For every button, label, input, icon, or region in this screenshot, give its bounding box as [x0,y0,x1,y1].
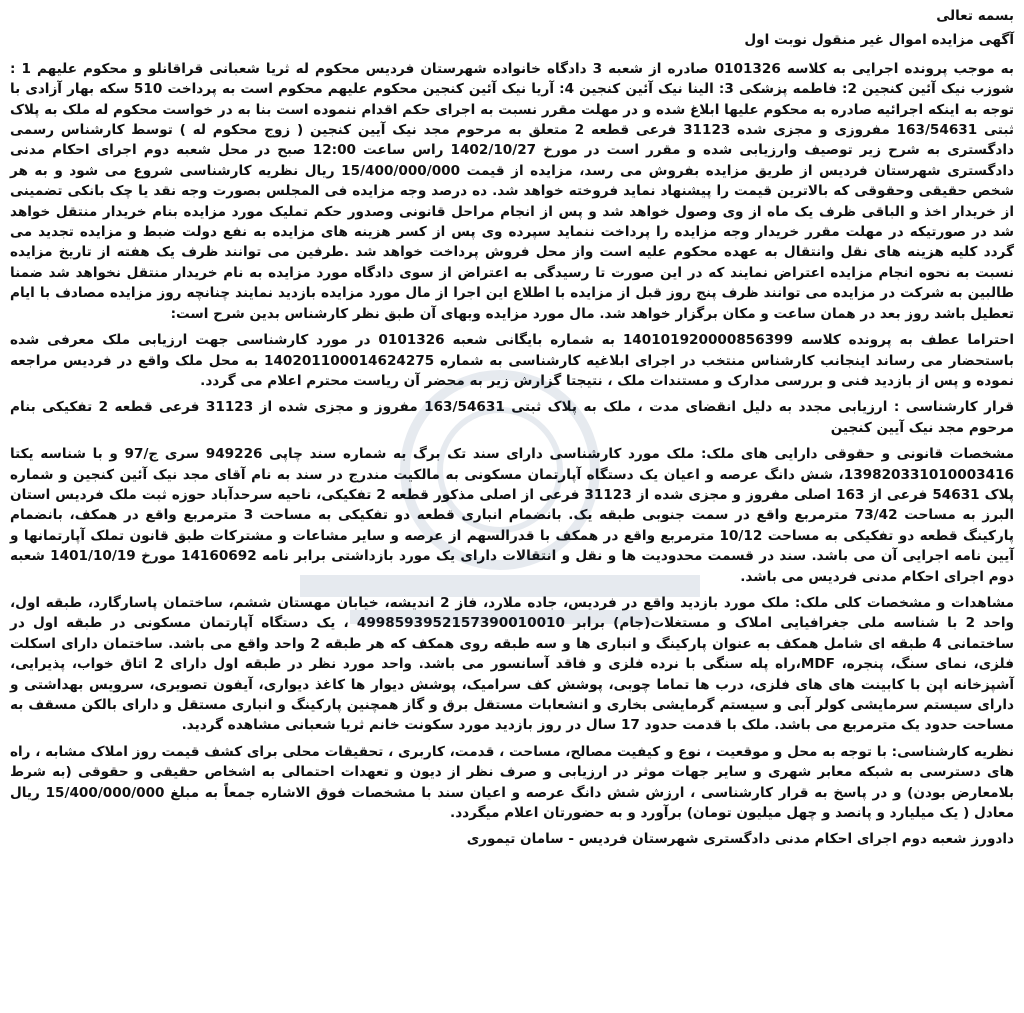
paragraph-observations: مشاهدات و مشخصات کلی ملک: ملک مورد بازدید واقع در فردیس، جاده ملارد، فاز 2 اندیشه، خیابان مهستان ششم، ساختمان پاسارگارد، طبقه اول، واحد 2 با شناسه ملی جغرافیایی املاک و مستغلات(جام) برابر 4998593952157390010010 ، یک دستگاه آپارتمان مسکونی در طبقه اول در ساختمانی 4 طبقه ای شامل همکف به عنوان پارکینگ و انباری ها و سه طبقه روی همکف که هر طبقه 2 واحد واقع می باشد. ساختمان دارای اسکلت فلزی، نمای سنگ، پنجره، MDF،راه پله سنگی با نرده فلزی و فاقد آسانسور می باشد. واحد مورد نظر در طبقه اول دارای 2 اتاق خواب، پذیرایی، آشپزخانه اپن با کابینت های های فلزی، درب ها تماما چوبی، پوشش کف سرامیک، پوشش دیوار ها کاغذ دیواری، آیفون تصویری، سرویس بهداشتی و دارای سیستم سرمایشی کولر آبی و سیستم گرمایشی بخاری و انشعابات مستقل برق و گاز همچنین پارکینگ و انباری مستقل و دارای بالکن مسقف به مساحت حدود یک مترمربع می باشد. ملک با قدمت حدود 17 سال در روز بازدید مورد سکونت خانم ثریا شعبانی مشاهده گردید. [10,594,1014,734]
signature-line: دادورز شعبه دوم اجرای احکام مدنی دادگستری شهرستان فردیس - سامان تیموری [466,831,1014,848]
paragraph-expert-intro: احتراما عطف به پرونده کلاسه 140101920000856399 به شماره بایگانی شعبه 0101326 در مورد کارشناسی جهت ارزیابی ملک معرفی شده باستحضار می رساند اینجانب کارشناس منتخب در اجرای ابلاغیه کارشناسی به شماره 140201100014624275 به محل ملک واقع در فردیس مراجعه نموده و پس از بازدید فنی و بررسی مدارک و مستندات ملک ، نتیجتا گزارش زیر به محضر آن ریاست محترم اعلام می گردد. [10,332,1014,389]
basmala: بسمه تعالی [936,8,1014,24]
paragraph-legal-specs: مشخصات قانونی و حقوقی دارایی های ملک: ملک مورد کارشناسی دارای سند تک برگ به شماره سند چاپی 949226 سری ج/97 و با شناسه یکتا 139820331010003416، شش دانگ عرصه و اعیان یک دستگاه آپارتمان مسکونی به مالکیت مندرج در سند به نام آقای مجد نیک آئین کنجین و شماره پلاک 54631 فرعی از 163 اصلی مفروز و مجزی شده از 31123 فرعی از اصلی مذکور قطعه 2 تفکیکی، ناحیه سرحدآباد حوزه ثبت ملک فردیس استان البرز به مساحت 73/42 مترمربع واقع در سمت جنوبی طبقه یک. بانضمام انباری قطعه دو تفکیکی به مساحت 3 مترمربع واقع در همکف، بانضمام پارکینگ قطعه دو تفکیکی به مساحت 10/12 مترمربع واقع در همکف با قدرالسهم از عرصه و سایر مشاعات و مشترکات طبق قانون تملک آپارتمانها و آیین نامه اجرایی آن می باشد. سند در قسمت محدودیت ها و نقل و انتقالات دارای یک مورد بازداشتی برابر نامه 14160692 مورخ 1401/10/19 شعبه دوم اجرای احکام مدنی فردیس می باشد. [10,446,1014,585]
paragraph-expert-opinion: نظریه کارشناسی: با توجه به محل و موقعیت ، نوع و کیفیت مصالح، مساحت ، قدمت، کاربری ، تحقیقات محلی برای کشف قیمت روز املاک مشابه ، راه های دسترسی به شبکه معابر شهری و سایر جهات موثر در ارزیابی و صرف نظر از دیون و تعهدات احتمالی به اشخاص حقیقی و حقوقی (به شرط بلامعارض بودن) و در پاسخ به قرار کارشناسی ، ارزش شش دانگ عرصه و اعیان سند با مشخصات فوق الاشاره جمعاً به مبلغ 15/400/000/000 ریال معادل ( یک میلیارد و پانصد و چهل میلیون تومان) برآورد و به حضورتان اعلام میگردد. [10,743,1015,822]
paragraph-expert-order: قرار کارشناسی : ارزیابی مجدد به دلیل انقضای مدت ، ملک به پلاک ثبتی 163/54631 مفروز و مجزی شده از 31123 فرعی قطعه 2 تفکیکی بنام مرحوم مجد نیک آیین کنجین [10,399,1014,436]
paragraph-auction-terms: به موجب پرونده اجرایی به کلاسه 0101326 صادره از شعبه 3 دادگاه خانواده شهرستان فردیس محکوم له ثریا شعبانی قراقانلو و محکوم علیهم 1 : شوزب نیک آئین کنجین 2: فاطمه پزشکی 3: الینا نیک آئین کنجین 4: آریا نیک آئین کنجین محکوم علیهم محکوم است به پرداخت 510 سکه بهار آزادی با توجه به اینکه اجرائیه صادره به محکوم علیها ابلاغ شده و در مهلت مقرر نسبت به اجرای حکم اقدام ننموده است بنا به در خواست محکوم له ملک به پلاک ثبتی 163/54631 مفروزی و مجزی شده 31123 فرعی قطعه 2 متعلق به مرحوم مجد نیک آیین کنجین ( زوج محکوم له ) توسط کارشناس رسمی دادگستری به شرح زیر توصیف وارزیابی شده و مقرر است در مورخ 1402/10/27 راس ساعت 12:00 صبح در محل شعبه دوم اجرای احکام مدنی دادگستری شهرستان فردیس از طریق مزایده بفروش می رسد، مزایده از قیمت 15/400/000/000 ریال نظریه کارشناسی شروع می شود و به هر شخص حقیقی وحقوقی که بالاترین قیمت را پیشنهاد نماید فروخته خواهد شد. ده درصد وجه مزایده فی المجلس بصورت وجه نقد یا چک بانکی تضمینی از خریدار اخذ و الباقی ظرف یک ماه از وی وصول خواهد شد و پس از انجام مراحل قانونی وصدور حکم تملیک مورد مزایده بنام خریدار منتقل خواهد شد در صورتیکه در مهلت مقرر خریدار وجه مزایده را پرداخت ننماید سپرده وی پس از کسر هزینه های مزایده به نفع دولت ضبط و مزایده تجدید می گردد کلیه هزینه های نقل وانتقال به عهده محکوم علیه است واز محل فروش پرداخت خواهد شد .طرفین می توانند ظرف یک هفته از تاریخ مزایده نسبت به نحوه انجام مزایده اعتراض نمایند که در این صورت تا رسیدگی به اعتراض از سوی دادگاه مورد مزایده به نام خریدار منتقل نخواهد شد ضمنا طالبین به شرکت در مزایده می توانند ظرف پنج روز قبل از مزایده با اطلاع این اجرا از مال مورد مزایده بازدید نمایند چنانچه روز مزایده مصادف با ایام تعطیل باشد روز بعد در همان ساعت و مکان برگزار خواهد شد. مال مورد مزایده وبهای آن طبق نظر کارشناس بدین شرح است: [10,60,1015,322]
notice-title: آگهی مزایده اموال غیر منقول نوبت اول [744,32,1014,49]
